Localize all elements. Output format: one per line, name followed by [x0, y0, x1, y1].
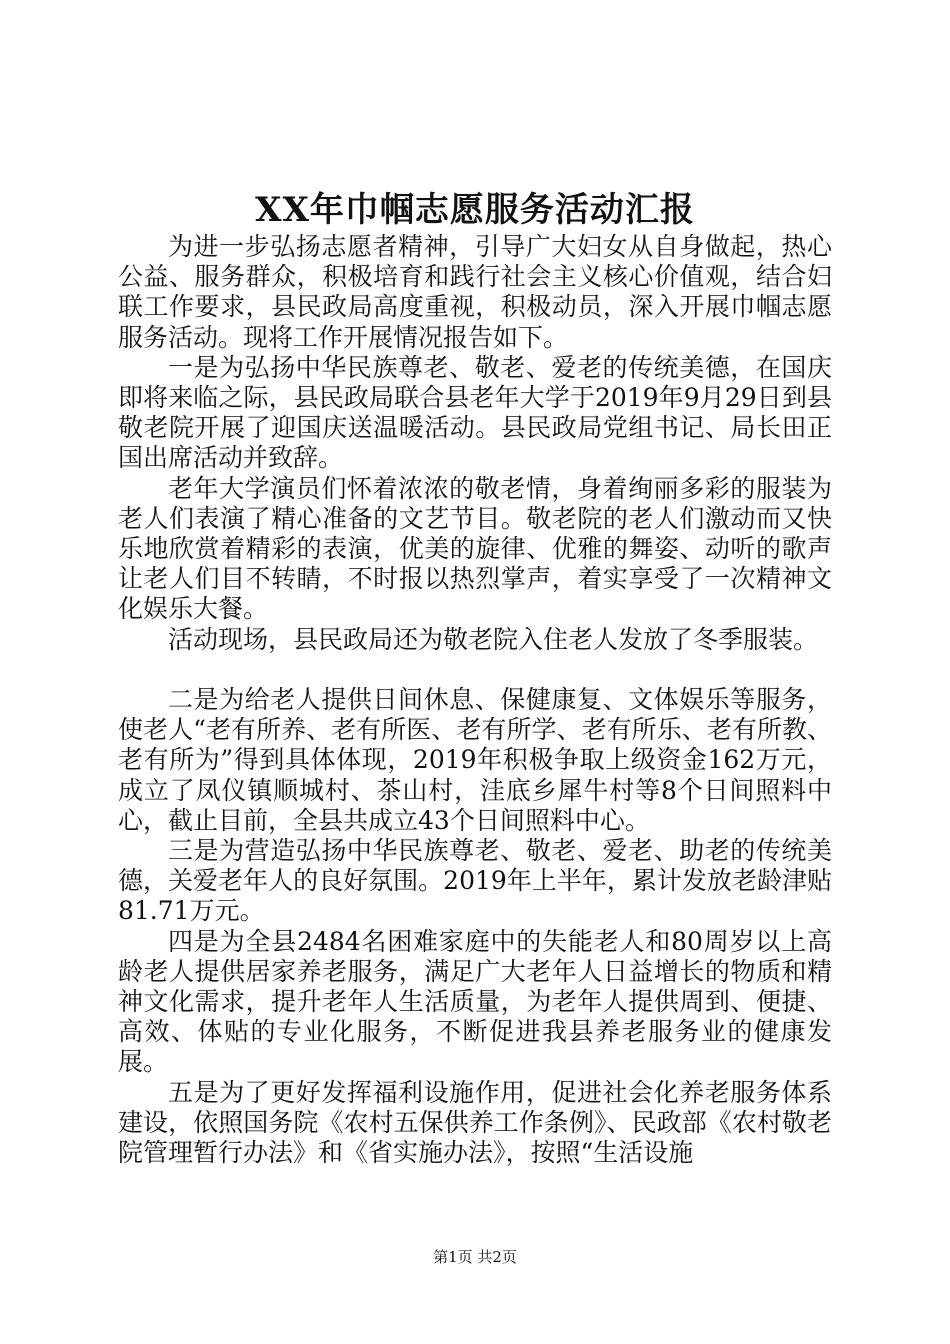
- paragraph-clothing: 活动现场，县民政局还为敬老院入住老人发放了冬季服装。: [168, 624, 819, 654]
- document-title: XX年巾帼志愿服务活动汇报: [255, 190, 695, 230]
- paragraph-performance: 老年大学演员们怀着浓浓的敬老情，身着绚丽多彩的服装为老人们表演了精心准备的文艺节目。敬老院的老人们激动而又快乐地欣赏着精彩的表演，优美的旋律、优雅的舞姿、动听的歌声让老人们目不转睛，不时报以热烈掌声，着实享受了一次精神文化娱乐大餐。: [118, 473, 832, 624]
- paragraph-item-five: 五是为了更好发挥福利设施作用，促进社会化养老服务体系建设，依照国务院《农村五保供养工作条例》、民政部《农村敬老院管理暂行办法》和《省实施办法》，按照“生活设施: [118, 1077, 832, 1168]
- document-body: [118, 232, 832, 1168]
- paragraph-item-four: 四是为全县2484名困难家庭中的失能老人和80周岁以上高龄老人提供居家养老服务，满足广大老年人日益增长的物质和精神文化需求，提升老年人生活质量，为老年人提供周到、便捷、高效、体贴的专业化服务，不断促进我县养老服务业的健康发展。: [118, 926, 832, 1077]
- paragraph-item-two: 二是为给老人提供日间休息、保健康复、文体娱乐等服务，使老人“老有所养、老有所医、老有所学、老有所乐、老有所教、老有所为”得到具体体现，2019年积极争取上级资金162万元，成立了凤仪镇顺城村、茶山村，洼底乡犀牛村等8个日间照料中心，截止目前，全县共成立43个日间照料中心。: [118, 685, 832, 835]
- paragraph-intro: 为进一步弘扬志愿者精神，引导广大妇女从自身做起，热心公益、服务群众，积极培育和践行社会主义核心价值观，结合妇联工作要求，县民政局高度重视，积极动员，深入开展巾帼志愿服务活动。现将工作开展情况报告如下。: [118, 232, 832, 352]
- blank-line: [118, 655, 832, 685]
- paragraph-item-one: 一是为弘扬中华民族尊老、敬老、爱老的传统美德，在国庆即将来临之际，县民政局联合县老年大学于2019年9月29日到县敬老院开展了迎国庆送温暖活动。县民政局党组书记、局长田正国出席活动并致辞。: [118, 352, 832, 473]
- page-number: 第1页 共2页: [433, 1248, 517, 1266]
- paragraph-item-three: 三是为营造弘扬中华民族尊老、敬老、爱老、助老的传统美德，关爱老年人的良好氛围。2019年上半年，累计发放老龄津贴81.71万元。: [118, 836, 832, 926]
